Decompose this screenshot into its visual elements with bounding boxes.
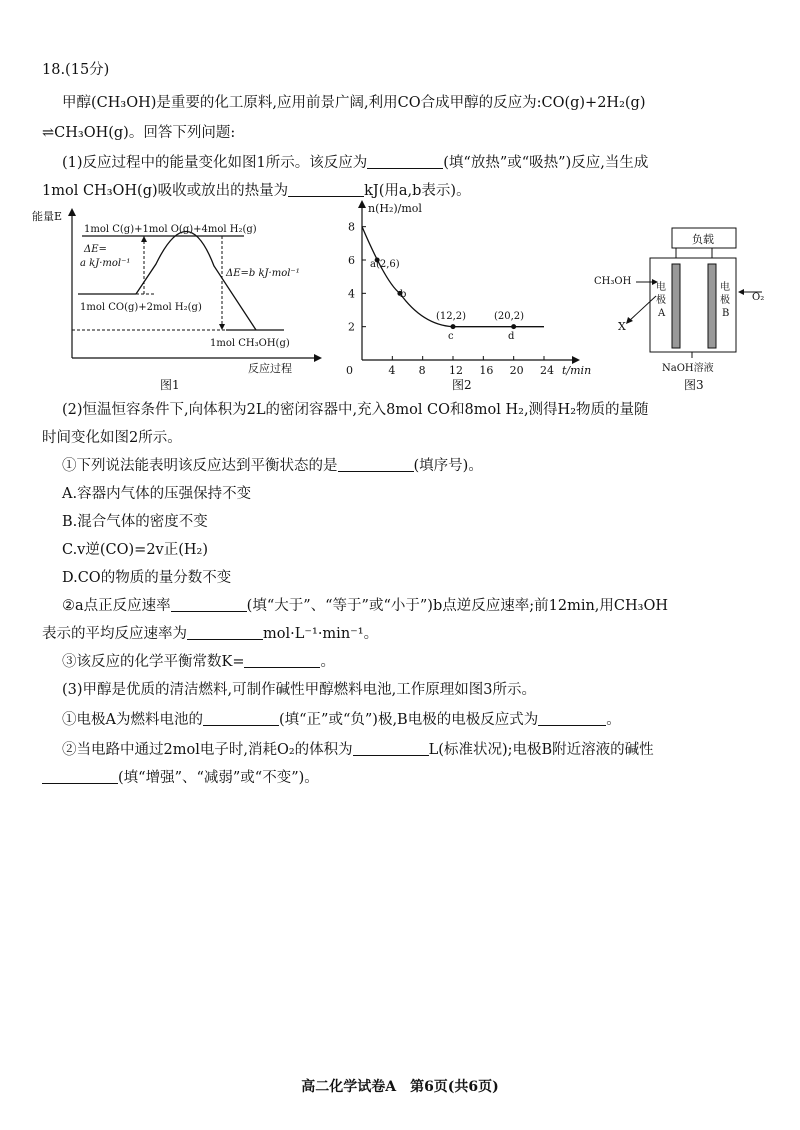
fig2-y-arrow — [358, 200, 366, 208]
fig1-energy-curve — [136, 231, 256, 330]
part3-q1 — [62, 710, 758, 730]
part3-q2-text-b: L(标准状况);电极B附近溶液的碱性 — [428, 742, 654, 758]
fig2-y-tick-label: 2 — [348, 320, 355, 334]
part1-text-c: 1mol CH₃OH(g)吸收或放出的热量为 — [42, 183, 289, 199]
fig2-label-d: d — [508, 331, 515, 342]
part2-q2-line-1 — [62, 596, 758, 616]
fig3-ea-3: A — [658, 308, 666, 319]
part3-q1-text-b: (填“正”或“负”)极,B电极的电极反应式为 — [278, 712, 539, 728]
fig2-ylabel: n(H₂)/mol — [368, 202, 422, 215]
fig1-dea-line2: a kJ·mol⁻¹ — [80, 258, 131, 269]
part2-q3-end: 。 — [320, 654, 335, 670]
fig2-point-c — [451, 324, 456, 329]
figure-3-caption: 图3 — [684, 378, 704, 392]
part2-q1 — [62, 456, 758, 476]
fig2-label-b: b — [400, 289, 407, 300]
fig3-eb-1: 电 — [720, 282, 730, 293]
fig1-top-level-label: 1mol C(g)+1mol O(g)+4mol H₂(g) — [84, 224, 257, 235]
fig3-ea-1: 电 — [656, 282, 666, 293]
part3-q2-text-a: ②当电路中通过2mol电子时,消耗O₂的体积为 — [62, 742, 353, 758]
part1-text-b: (填“放热”或“吸热”)反应,当生成 — [443, 155, 649, 171]
fig1-low-level-label: 1mol CH₃OH(g) — [210, 338, 290, 349]
fig3-o2-arrowhead — [738, 289, 744, 295]
fig2-x-tick-label: 24 — [540, 364, 554, 377]
part2-q2-line-2 — [42, 624, 758, 644]
answer-blank[interactable] — [187, 625, 263, 640]
page-footer: 高二化学试卷A 第6页(共6页) — [301, 1079, 499, 1095]
fig2-x-tick-label: 8 — [418, 364, 426, 377]
fig2-y-tick-label: 8 — [348, 220, 355, 234]
part2-q1-hint: (填序号)。 — [413, 458, 483, 474]
fig3-electrolyte-label: NaOH溶液 — [662, 363, 714, 374]
answer-blank[interactable] — [367, 154, 443, 169]
fig3-ea-2: 极 — [656, 295, 666, 306]
fig2-y-tick-label: 4 — [348, 287, 355, 301]
part1-text-d: kJ(用a,b表示)。 — [364, 183, 471, 199]
fig2-label-c: c — [448, 331, 454, 342]
figure-1-caption: 图1 — [160, 378, 180, 392]
part3-q2-text-c: (填“增强”、“减弱”或“不变”)。 — [118, 770, 319, 786]
part3-q1-text-c: 。 — [606, 712, 621, 728]
fig3-electrode-b — [708, 264, 716, 348]
fig3-exhaust-label: X — [618, 320, 626, 333]
answer-blank[interactable] — [203, 711, 279, 726]
answer-blank[interactable] — [338, 457, 414, 472]
part2-line-2: 时间变化如图2所示。 — [42, 430, 182, 446]
answer-blank[interactable] — [538, 711, 606, 726]
part3-q1-text-a: ①电极A为燃料电池的 — [62, 712, 203, 728]
fig1-dea-line1: ΔE= — [84, 244, 107, 255]
fig1-x-arrow — [314, 354, 322, 362]
answer-blank[interactable] — [244, 653, 320, 668]
part2-q2-text-c: 表示的平均反应速率为 — [42, 626, 187, 642]
fig2-x-tick-label: 12 — [449, 364, 463, 377]
part2-q1-text: ①下列说法能表明该反应达到平衡状态的是 — [62, 458, 338, 474]
answer-blank[interactable] — [42, 769, 118, 784]
part2-q2-text-d: mol·L⁻¹·min⁻¹。 — [263, 626, 379, 642]
fig3-eb-2: 极 — [720, 295, 730, 306]
fig1-ylabel: 能量E — [32, 210, 63, 223]
part2-q2-text-b: (填“大于”、“等于”或“小于”)b点逆反应速率;前12min,用CH₃OH — [246, 598, 668, 614]
option-a: A.容器内气体的压强保持不变 — [62, 486, 252, 502]
part2-q3-text: ③该反应的化学平衡常数K= — [62, 654, 245, 670]
fig2-origin: 0 — [346, 364, 353, 377]
option-d: D.CO的物质的量分数不变 — [62, 570, 232, 586]
fig2-label-a: a(2,6) — [370, 259, 400, 270]
part2-line-1: (2)恒温恒容条件下,向体积为2L的密闭容器中,充入8mol CO和8mol H₂,测得H₂物质的量随 — [62, 402, 649, 418]
fig3-o2-label: O₂ — [752, 292, 765, 303]
part1-text-a: (1)反应过程中的能量变化如图1所示。该反应为 — [62, 155, 368, 171]
fig2-x-arrow — [572, 356, 580, 364]
part3-line-1: (3)甲醇是优质的清洁燃料,可制作碱性甲醇燃料电池,工作原理如图3所示。 — [62, 682, 536, 698]
fig1-arrow-a-head — [141, 236, 147, 242]
part3-q2-line-1 — [62, 740, 758, 760]
fig3-fuel-label: CH₃OH — [594, 276, 632, 287]
fig2-x-tick-label: 4 — [388, 364, 396, 377]
intro-line-1: 甲醇(CH₃OH)是重要的化工原料,应用前景广阔,利用CO合成甲醇的反应为:CO(g)+2H₂(g) — [62, 95, 646, 111]
fig3-eb-3: B — [722, 308, 730, 319]
fig1-xlabel: 反应过程 — [248, 362, 292, 374]
figure-2-caption: 图2 — [452, 378, 472, 392]
fig2-label-c-coord: (12,2) — [436, 311, 467, 322]
question-number: 18.(15分) — [42, 62, 110, 78]
part2-q3 — [62, 652, 758, 672]
fig1-deb-label: ΔE=b kJ·mol⁻¹ — [226, 268, 300, 279]
option-c: C.v逆(CO)=2v正(H₂) — [62, 542, 209, 558]
answer-blank[interactable] — [288, 182, 364, 197]
fig2-y-tick-label: 6 — [348, 254, 355, 267]
fig2-point-d — [511, 324, 516, 329]
fig1-mid-level-label: 1mol CO(g)+2mol H₂(g) — [80, 302, 202, 313]
figure-3-fuel-cell — [592, 226, 782, 374]
part2-q2-text-a: ②a点正反应速率 — [62, 598, 171, 614]
fig2-label-d-coord: (20,2) — [494, 311, 525, 322]
fig2-x-tick-label: 20 — [509, 364, 524, 377]
part1-line-1 — [62, 153, 758, 173]
answer-blank[interactable] — [353, 741, 429, 756]
option-b: B.混合气体的密度不变 — [62, 514, 208, 530]
answer-blank[interactable] — [171, 597, 247, 612]
part3-q2-line-2 — [42, 768, 758, 788]
fig2-x-tick-label: 16 — [479, 364, 494, 377]
fig3-load-label: 负载 — [692, 233, 714, 246]
fig1-arrow-b-head — [219, 324, 225, 330]
fig2-xlabel: t/min — [562, 364, 592, 377]
fig3-electrode-a — [672, 264, 680, 348]
intro-line-2: ⇌CH₃OH(g)。回答下列问题: — [42, 125, 236, 141]
fig1-y-arrow — [68, 208, 76, 216]
figure-1-energy-diagram — [30, 206, 330, 374]
figure-2-chart — [342, 198, 602, 380]
